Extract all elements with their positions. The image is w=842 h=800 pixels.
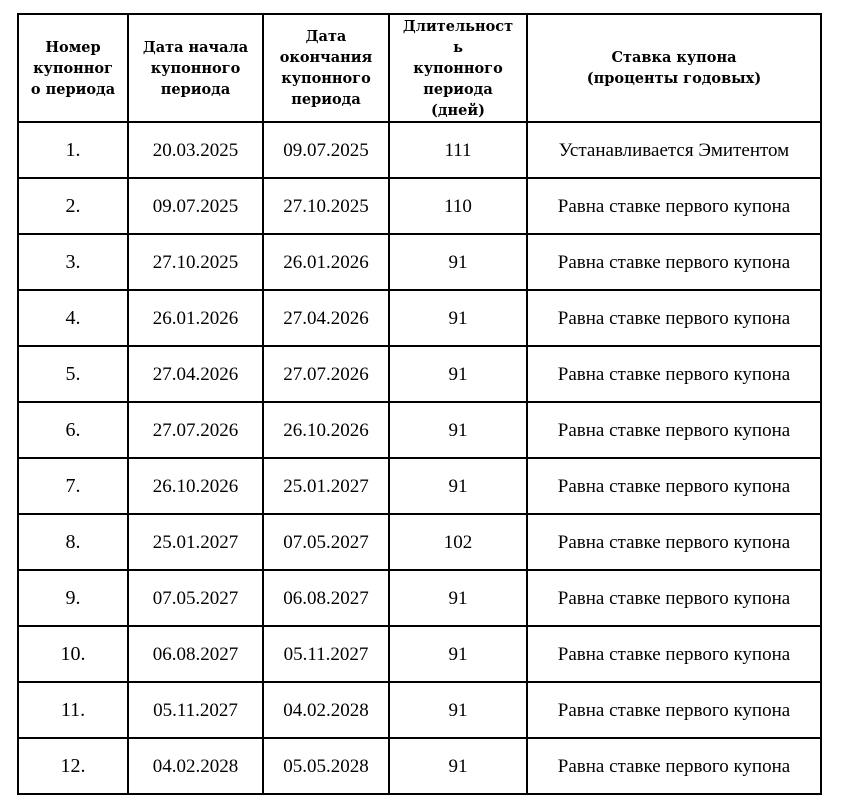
cell-coupon-number: 12. xyxy=(18,738,128,794)
cell-coupon-rate xyxy=(527,458,821,514)
header-line: купонного xyxy=(413,59,503,77)
header-line: купонног xyxy=(33,59,113,77)
header-line: ь xyxy=(453,38,463,56)
coupon-rate-text: Равна ставке первого купона xyxy=(557,699,791,721)
cell-coupon-number: 7. xyxy=(18,458,128,514)
table-body xyxy=(18,122,821,794)
cell-duration-days: 91 xyxy=(389,626,527,682)
table-row xyxy=(18,738,821,794)
cell-duration-days: 91 xyxy=(389,738,527,794)
header-line: окончания xyxy=(279,49,373,66)
header-end-date xyxy=(263,14,389,122)
cell-coupon-number: 9. xyxy=(18,570,128,626)
cell-coupon-rate xyxy=(527,402,821,458)
coupon-rate-text: Равна ставке первого купона xyxy=(557,755,791,777)
coupon-rate-text: Равна ставке первого купона xyxy=(557,363,791,385)
coupon-rate-text: Равна ставке первого купона xyxy=(557,531,791,553)
cell-end-date: 04.02.2028 xyxy=(263,682,389,738)
coupon-rate-text: Равна ставке первого купона xyxy=(557,475,791,497)
header-line: Номер xyxy=(45,38,101,56)
cell-coupon-number: 3. xyxy=(18,234,128,290)
table-row xyxy=(18,402,821,458)
header-line: Длительност xyxy=(402,17,514,35)
cell-coupon-number: 1. xyxy=(18,122,128,178)
cell-end-date: 05.05.2028 xyxy=(263,738,389,794)
cell-start-date: 27.07.2026 xyxy=(128,402,263,458)
cell-coupon-number: 6. xyxy=(18,402,128,458)
header-line: Ставка купона xyxy=(611,49,737,66)
header-line: периода xyxy=(291,91,361,108)
coupon-rate-text: Устанавливается Эмитентом xyxy=(558,139,790,161)
cell-duration-days: 91 xyxy=(389,290,527,346)
cell-end-date: 07.05.2027 xyxy=(263,514,389,570)
cell-start-date: 04.02.2028 xyxy=(128,738,263,794)
cell-coupon-number: 4. xyxy=(18,290,128,346)
table-row xyxy=(18,346,821,402)
cell-start-date: 25.01.2027 xyxy=(128,514,263,570)
cell-coupon-rate xyxy=(527,682,821,738)
coupon-schedule-table xyxy=(17,13,822,795)
cell-start-date: 26.10.2026 xyxy=(128,458,263,514)
cell-duration-days: 91 xyxy=(389,234,527,290)
table-row xyxy=(18,290,821,346)
coupon-rate-text: Равна ставке первого купона xyxy=(557,195,791,217)
cell-coupon-rate xyxy=(527,626,821,682)
cell-start-date: 20.03.2025 xyxy=(128,122,263,178)
header-line: (проценты годовых) xyxy=(586,70,762,87)
cell-coupon-rate xyxy=(527,514,821,570)
header-coupon-rate xyxy=(527,14,821,122)
cell-end-date: 05.11.2027 xyxy=(263,626,389,682)
cell-coupon-rate xyxy=(527,122,821,178)
cell-coupon-number: 8. xyxy=(18,514,128,570)
cell-duration-days: 91 xyxy=(389,682,527,738)
cell-duration-days: 91 xyxy=(389,402,527,458)
header-line: купонного xyxy=(281,70,371,87)
table-row xyxy=(18,122,821,178)
cell-start-date: 27.10.2025 xyxy=(128,234,263,290)
cell-coupon-rate xyxy=(527,738,821,794)
table-row xyxy=(18,570,821,626)
header-line: (дней) xyxy=(431,101,485,119)
cell-duration-days: 102 xyxy=(389,514,527,570)
table-row xyxy=(18,458,821,514)
cell-start-date: 07.05.2027 xyxy=(128,570,263,626)
cell-end-date: 09.07.2025 xyxy=(263,122,389,178)
header-coupon-number xyxy=(18,14,128,122)
cell-duration-days: 110 xyxy=(389,178,527,234)
cell-coupon-number: 10. xyxy=(18,626,128,682)
cell-duration-days: 91 xyxy=(389,458,527,514)
cell-end-date: 27.07.2026 xyxy=(263,346,389,402)
cell-coupon-rate xyxy=(527,290,821,346)
cell-coupon-rate xyxy=(527,346,821,402)
table-row xyxy=(18,234,821,290)
header-line: периода xyxy=(423,80,493,98)
cell-coupon-rate xyxy=(527,570,821,626)
cell-start-date: 26.01.2026 xyxy=(128,290,263,346)
coupon-rate-text: Равна ставке первого купона xyxy=(557,251,791,273)
cell-duration-days: 111 xyxy=(389,122,527,178)
table-header-row xyxy=(18,14,821,122)
cell-duration-days: 91 xyxy=(389,346,527,402)
cell-start-date: 06.08.2027 xyxy=(128,626,263,682)
cell-coupon-number: 11. xyxy=(18,682,128,738)
header-duration-days xyxy=(389,14,527,122)
coupon-rate-text: Равна ставке первого купона xyxy=(557,643,791,665)
table-row xyxy=(18,682,821,738)
cell-duration-days: 91 xyxy=(389,570,527,626)
coupon-rate-text: Равна ставке первого купона xyxy=(557,419,791,441)
header-line: Дата xyxy=(305,28,347,45)
cell-coupon-number: 2. xyxy=(18,178,128,234)
cell-end-date: 26.01.2026 xyxy=(263,234,389,290)
table-row xyxy=(18,514,821,570)
cell-coupon-rate xyxy=(527,234,821,290)
cell-start-date: 05.11.2027 xyxy=(128,682,263,738)
cell-end-date: 25.01.2027 xyxy=(263,458,389,514)
cell-start-date: 09.07.2025 xyxy=(128,178,263,234)
cell-end-date: 27.10.2025 xyxy=(263,178,389,234)
cell-end-date: 06.08.2027 xyxy=(263,570,389,626)
cell-coupon-number: 5. xyxy=(18,346,128,402)
coupon-rate-text: Равна ставке первого купона xyxy=(557,587,791,609)
header-line: периода xyxy=(160,80,231,98)
table-row xyxy=(18,178,821,234)
cell-end-date: 27.04.2026 xyxy=(263,290,389,346)
cell-coupon-rate xyxy=(527,178,821,234)
cell-start-date: 27.04.2026 xyxy=(128,346,263,402)
table-row xyxy=(18,626,821,682)
cell-end-date: 26.10.2026 xyxy=(263,402,389,458)
header-start-date xyxy=(128,14,263,122)
coupon-rate-text: Равна ставке первого купона xyxy=(557,307,791,329)
header-line: купонного xyxy=(150,59,241,77)
header-line: о периода xyxy=(30,80,116,98)
header-line: Дата начала xyxy=(142,38,249,56)
